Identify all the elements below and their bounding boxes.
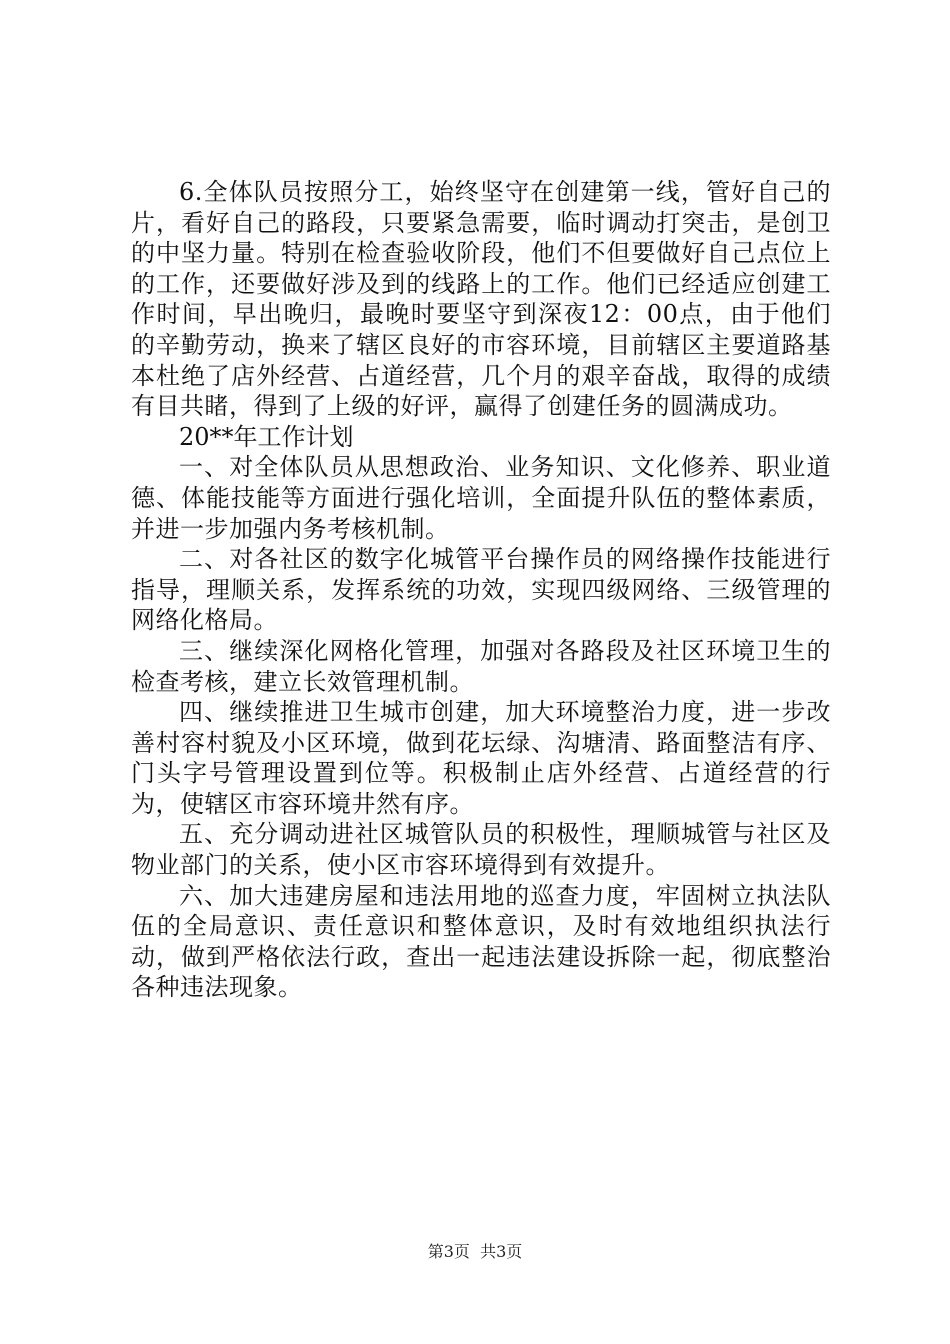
page-number-indicator: 第3页 共3页 [427,1242,523,1261]
paragraph-plan-item-4: 四、继续推进卫生城市创建，加大环境整治力度，进一步改善村容村貌及小区环境，做到花坛绿、沟塘清、路面整洁有序、门头字号管理设置到位等。积极制止店外经营、占道经营的行为，使辖区市容环境井然有序。 [131,698,831,818]
paragraph-plan-item-5: 五、充分调动进社区城管队员的积极性，理顺城管与社区及物业部门的关系，使小区市容环境得到有效提升。 [131,820,831,880]
paragraph-plan-item-2: 二、对各社区的数字化城管平台操作员的网络操作技能进行指导，理顺关系，发挥系统的功效，实现四级网络、三级管理的网络化格局。 [131,545,831,635]
paragraph-plan-item-6: 六、加大违建房屋和违法用地的巡查力度，牢固树立执法队伍的全局意识、责任意识和整体意识，及时有效地组织执法行动，做到严格依法行政，查出一起违法建设拆除一起，彻底整治各种违法现象。 [131,881,831,1002]
paragraph-team-duty: 6.全体队员按照分工，始终坚守在创建第一线，管好自己的片，看好自己的路段，只要紧急需要，临时调动打突击，是创卫的中坚力量。特别在检查验收阶段，他们不但要做好自己点位上的工作，还要做好涉及到的线路上的工作。他们已经适应创建工作时间，早出晚归，最晚时要坚守到深夜12：00点，由于他们的辛勤劳动，换来了辖区良好的市容环境，目前辖区主要道路基本杜绝了店外经营、占道经营，几个月的艰辛奋战，取得的成绩有目共睹，得到了上级的好评，赢得了创建任务的圆满成功。 [131,178,831,421]
document-body [131,177,831,1003]
page-footer [0,1242,950,1262]
paragraph-plan-item-1: 一、对全体队员从思想政治、业务知识、文化修养、职业道德、体能技能等方面进行强化培训，全面提升队伍的整体素质，并进一步加强内务考核机制。 [131,453,831,543]
section-heading-work-plan: 20**年工作计划 [179,422,354,451]
paragraph-plan-item-3: 三、继续深化网格化管理，加强对各路段及社区环境卫生的检查考核，建立长效管理机制。 [131,636,831,696]
